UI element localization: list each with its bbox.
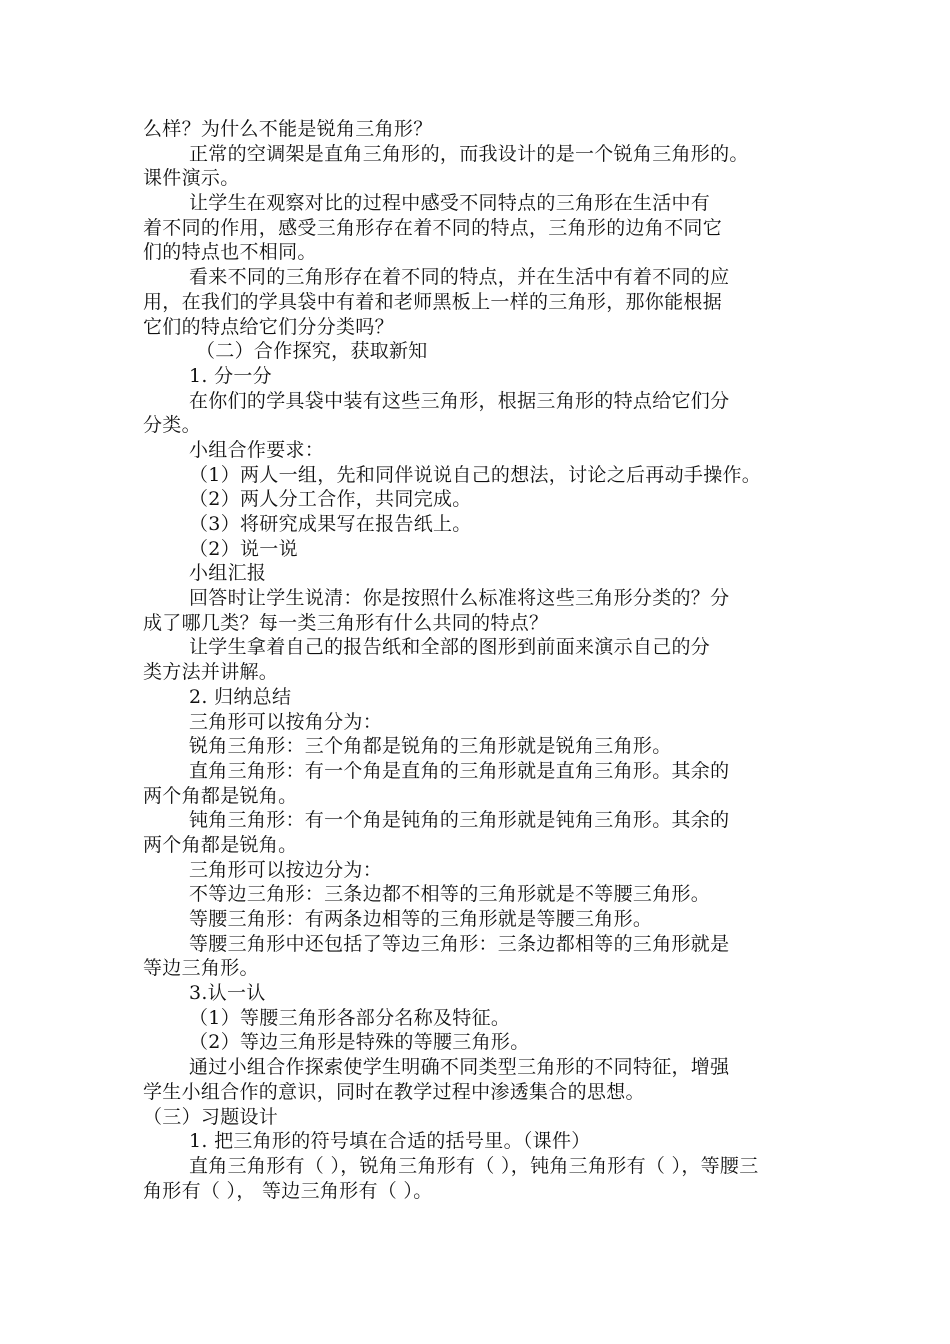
text-line: 角形有（ ）， 等边三角形有（ ）。 bbox=[143, 1179, 433, 1202]
text-line: 看来不同的三角形存在着不同的特点，并在生活中有着不同的应 bbox=[189, 266, 730, 289]
text-line: （3）将研究成果写在报告纸上。 bbox=[189, 513, 472, 535]
text-line: 不等边三角形：三条边都不相等的三角形就是不等腰三角形。 bbox=[189, 883, 711, 906]
text-line: 直角三角形：有一个角是直角的三角形就是直角三角形。其余的 bbox=[189, 759, 730, 782]
text-line: 小组汇报 bbox=[189, 562, 267, 585]
text-line: 课件演示。 bbox=[143, 167, 240, 190]
text-line: （1）等腰三角形各部分名称及特征。 bbox=[189, 1006, 511, 1029]
text-line: 等腰三角形中还包括了等边三角形：三条边都相等的三角形就是 bbox=[189, 932, 730, 955]
text-line: 小组合作要求： bbox=[189, 438, 325, 461]
text-line: 1. 把三角形的符号填在合适的括号里。（课件） bbox=[189, 1130, 591, 1153]
text-line: 分类。 bbox=[143, 414, 201, 437]
text-line: 1. 分一分 bbox=[189, 364, 272, 387]
text-line: 等腰三角形：有两条边相等的三角形就是等腰三角形。 bbox=[189, 908, 653, 930]
text-line: 通过小组合作探索使学生明确不同类型三角形的不同特征，增强 bbox=[189, 1056, 730, 1079]
text-line: 么样？为什么不能是锐角三角形？ bbox=[143, 118, 433, 140]
text-line: （2）两人分工合作，共同完成。 bbox=[189, 488, 472, 511]
text-line: 等边三角形。 bbox=[143, 957, 259, 980]
text-line: 锐角三角形：三个角都是锐角的三角形就是锐角三角形。 bbox=[189, 735, 672, 758]
text-line: 着不同的作用，感受三角形存在着不同的特点，三角形的边角不同它 bbox=[143, 216, 723, 239]
text-line: （2）等边三角形是特殊的等腰三角形。 bbox=[189, 1031, 530, 1054]
text-line: 用，在我们的学具袋中有着和老师黑板上一样的三角形，那你能根据 bbox=[143, 290, 723, 313]
text-line: 2. 归纳总结 bbox=[189, 685, 292, 708]
text-line: 成了哪几类？每一类三角形有什么共同的特点？ bbox=[143, 611, 549, 634]
text-line: 3.认一认 bbox=[189, 982, 266, 1005]
text-line: 让学生在观察对比的过程中感受不同特点的三角形在生活中有 bbox=[189, 192, 711, 215]
text-line: （三）习题设计 bbox=[143, 1105, 279, 1128]
document-body bbox=[143, 117, 811, 1203]
text-line: 它们的特点给它们分分类吗？ bbox=[143, 315, 394, 338]
text-line: 在你们的学具袋中装有这些三角形，根据三角形的特点给它们分 bbox=[189, 389, 730, 412]
text-line: 正常的空调架是直角三角形的，而我设计的是一个锐角三角形的。 bbox=[189, 142, 749, 165]
text-line: 回答时让学生说清：你是按照什么标准将这些三角形分类的？分 bbox=[189, 587, 730, 610]
text-line: 两个角都是锐角。 bbox=[143, 784, 298, 807]
text-line: 类方法并讲解。 bbox=[143, 661, 279, 684]
text-line: （2）说一说 bbox=[189, 537, 298, 560]
text-line: （二）合作探究，获取新知 bbox=[196, 340, 428, 363]
text-line: 三角形可以按角分为： bbox=[189, 710, 383, 733]
text-line: 直角三角形有（ ），锐角三角形有（ ），钝角三角形有（ ），等腰三 bbox=[189, 1154, 759, 1177]
text-line: 们的特点也不相同。 bbox=[143, 241, 317, 264]
text-line: 两个角都是锐角。 bbox=[143, 833, 298, 856]
text-line: 学生小组合作的意识，同时在教学过程中渗透集合的思想。 bbox=[143, 1080, 645, 1103]
text-line: 三角形可以按边分为： bbox=[189, 858, 383, 881]
text-line: （1）两人一组，先和同伴说说自己的想法，讨论之后再动手操作。 bbox=[189, 463, 762, 486]
text-line: 钝角三角形：有一个角是钝角的三角形就是钝角三角形。其余的 bbox=[189, 809, 730, 832]
text-line: 让学生拿着自己的报告纸和全部的图形到前面来演示自己的分 bbox=[189, 636, 711, 659]
